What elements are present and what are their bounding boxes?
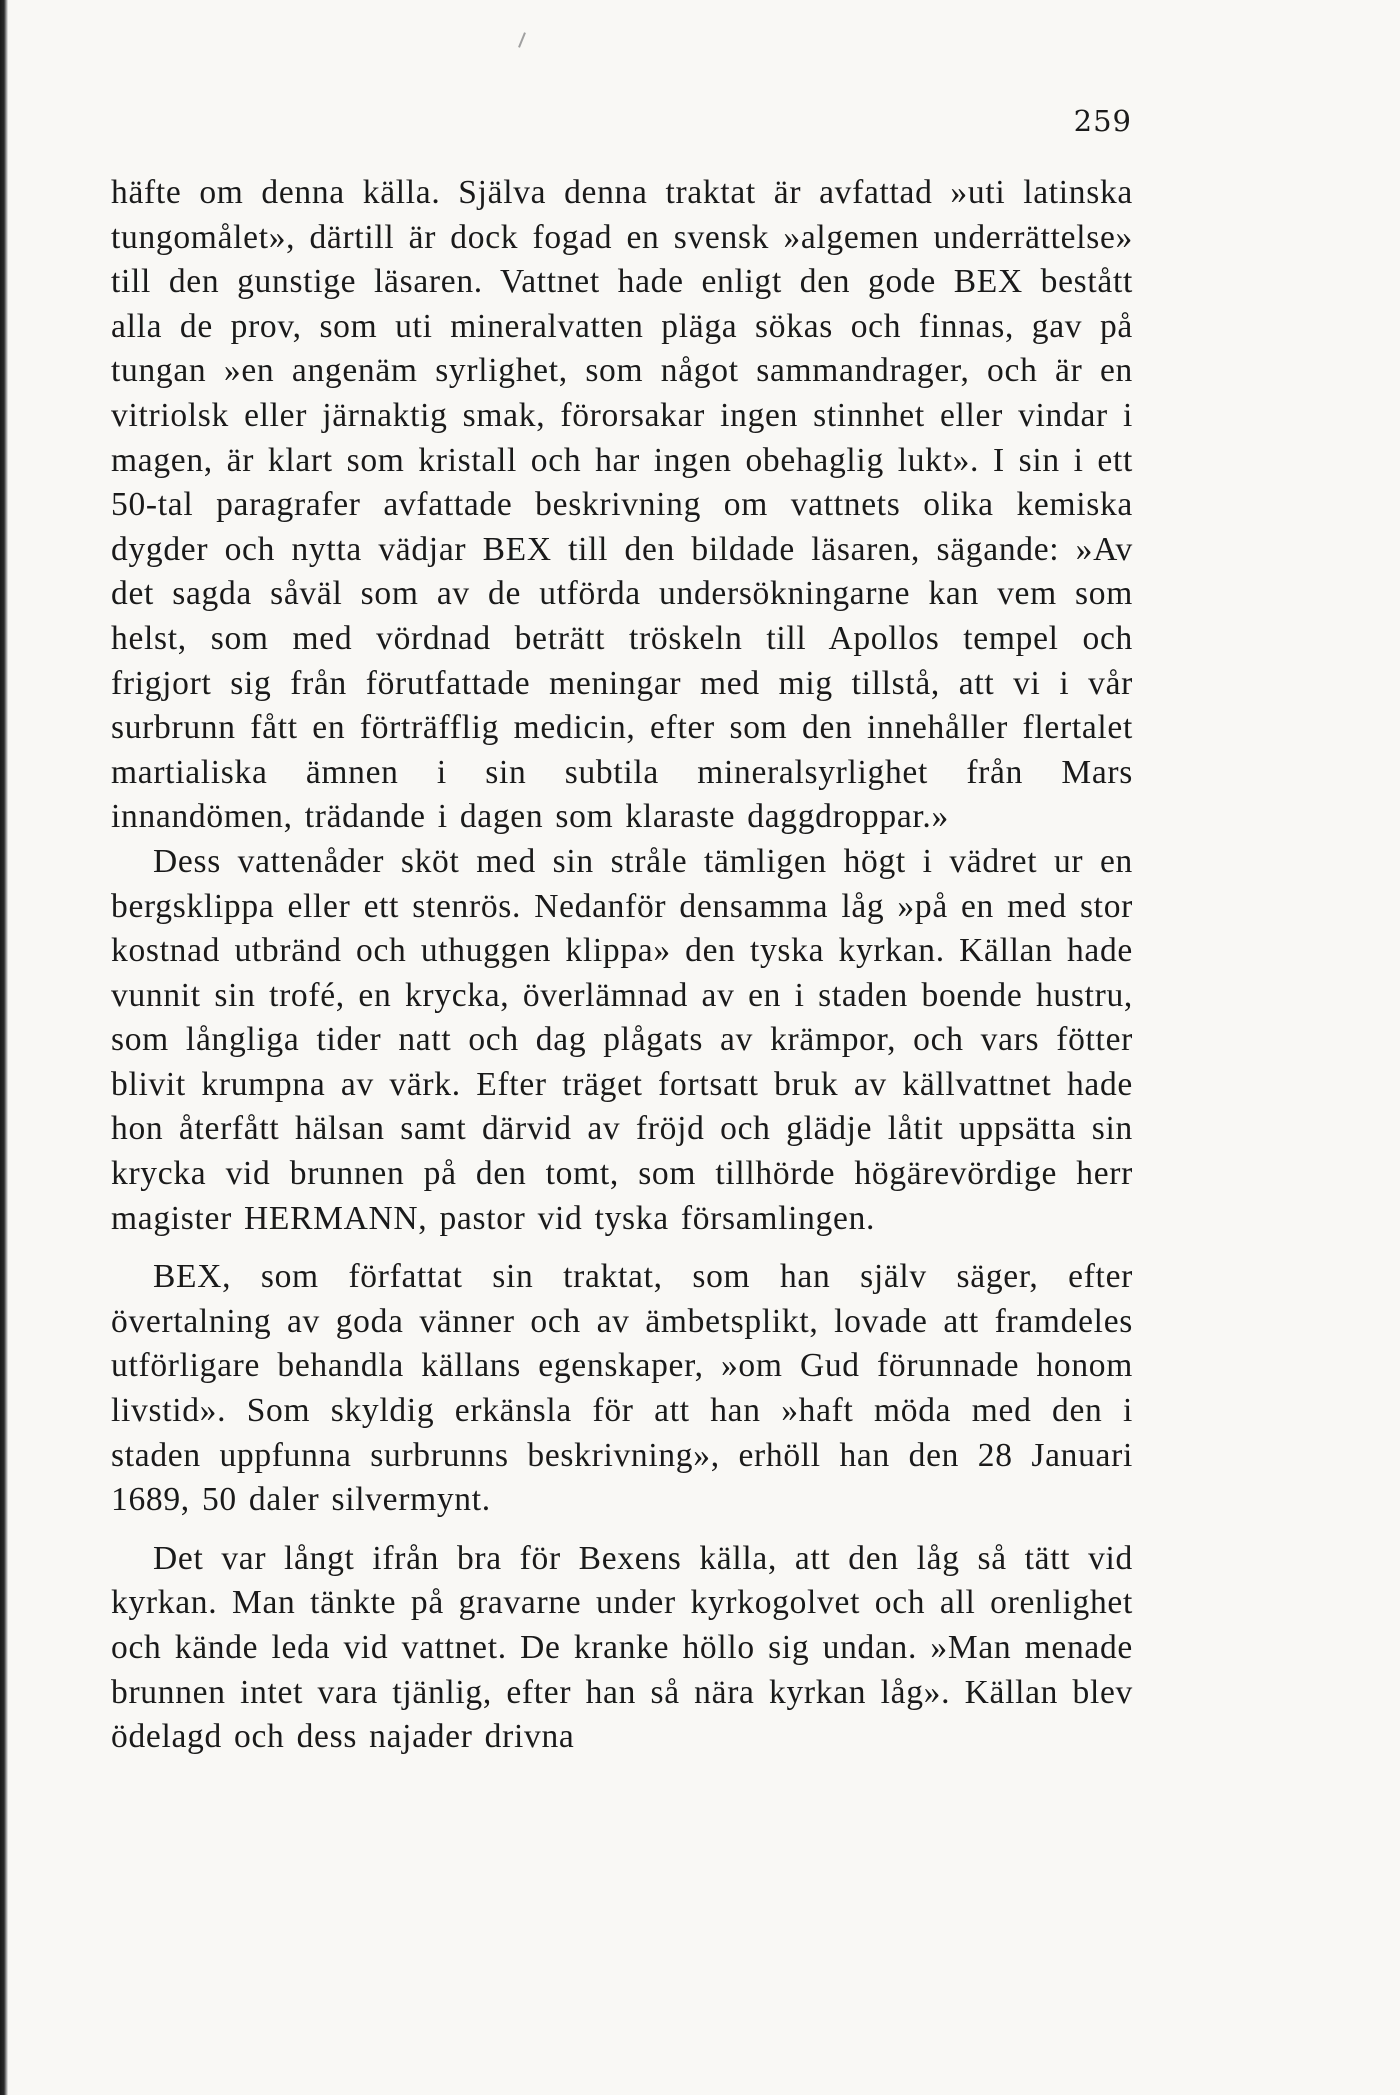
body-text [111,171,1133,1760]
paragraph-2: Dess vattenåder sköt med sin stråle tämligen högt i vädret ur en bergsklippa eller ett stenrös. Nedanför densamma låg »på en med stor kostnad utbränd och uthuggen klippa» den tyska kyrkan. Källan hade vunnit sin trofé, en krycka, överlämnad av en i staden boende hustru, som långliga tider natt och dag plågats av krämpor, och vars fötter blivit krumpna av värk. Efter träget fortsatt bruk av källvattnet hade hon återfått hälsan samt därvid av fröjd och glädje låtit uppsätta sin krycka vid brunnen på den tomt, som tillhörde högärevördige herr magister HERMANN, pastor vid tyska församlingen. [111,842,1133,1237]
pencil-mark [518,32,526,48]
page-number: 259 [1073,104,1132,138]
paragraph-1: häfte om denna källa. Själva denna traktat är avfattad »uti latinska tungomålet», därtill är dock fogad en svensk »algemen underrättelse» till den gunstige läsaren. Vattnet hade enligt den gode BEX bestått alla de prov, som uti mineralvatten pläga sökas och finnas, gav på tungan »en angenäm syrlighet, som något sammandrager, och är en vitriolsk eller järnaktig smak, förorsakar ingen stinnhet eller vindar i magen, är klart som kristall och har ingen obehaglig lukt». I sin i ett 50-tal paragrafer avfattade beskrivning om vattnets olika kemiska dygder och nytta vädjar BEX till den bildade läsaren, sägande: »Av det sagda såväl som av de utförda undersökningarne kan vem som helst, som med vördnad beträtt tröskeln till Apollos tempel och frigjort sig från förutfattade meningar med mig tillstå, att vi i vår surbrunn fått en förträfflig medicin, efter som den innehåller flertalet martialiska ämnen i sin subtila mineralsyrlighet från Mars innandömen, trädande i dagen som klaraste daggdroppar.» [111,174,1133,836]
paragraph-3: BEX, som författat sin traktat, som han själv säger, efter övertalning av goda vänner och av ämbetsplikt, lovade att framdeles utförligare behandla källans egenskaper, »om Gud förunnade honom livstid». Som skyldig erkänsla för att han »haft möda med den i staden uppfunna surbrunns beskrivning», erhöll han den 28 Januari 1689, 50 daler silvermynt. [111,1258,1133,1519]
page-binding-edge [0,0,8,2095]
paragraph-4: Det var långt ifrån bra för Bexens källa, att den låg så tätt vid kyrkan. Man tänkte på gravarne under kyrkogolvet och all orenlighet och kände leda vid vattnet. De kranke höllo sig undan. »Man menade brunnen intet vara tjänlig, efter han så nära kyrkan låg». Källan blev ödelagd och dess najader drivna [111,1539,1133,1756]
